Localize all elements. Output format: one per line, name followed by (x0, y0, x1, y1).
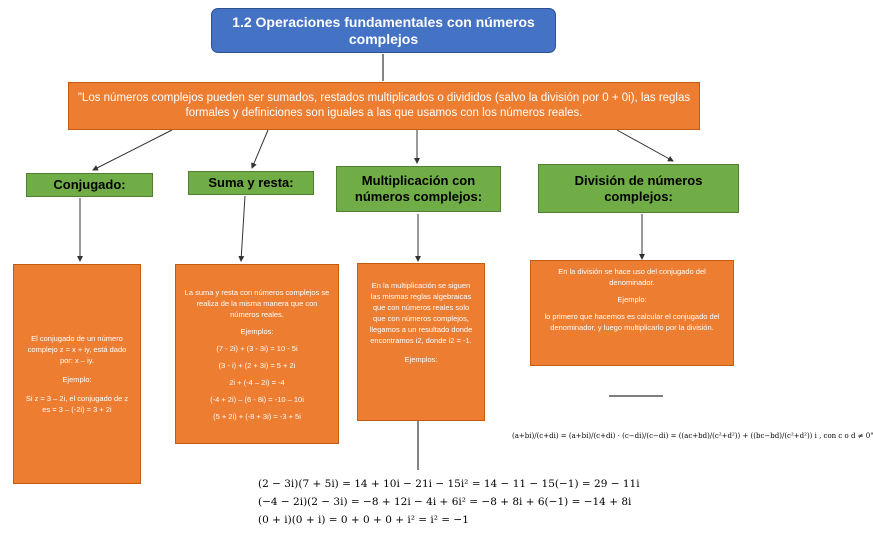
multiplication-example: (−4 − 2i)(2 − 3i) = −8 + 12i − 4i + 6i² = −8 + 8i + 6(−1) = −14 + 8i (258, 496, 632, 508)
intro-text: "Los números complejos pueden ser sumados, restados multiplicados o divididos (salvo la división por 0 + 0i), las reglas formales y definiciones son iguales a las que usamos con los números reales. (77, 92, 691, 119)
arrow-intro-conjugado (93, 130, 172, 170)
detail-conjugado (13, 264, 141, 484)
multiplication-example: (2 − 3i)(7 + 5i) = 14 + 10i − 21i − 15i² = 14 − 11 − 15(−1) = 29 − 11i (258, 478, 640, 490)
detail-line: Si z = 3 – 2i, el conjugado de z es = 3 – (-2i) = 3 + 2i (25, 394, 129, 414)
arrow-intro-suma (252, 130, 268, 168)
detail-line: En la multiplicación se siguen las mismas reglas algebraicas que con números reales solo que con números complejos, llegamos a un resultado donde encontramos i2, donde i2 = -1. (369, 281, 473, 345)
arrow-suma-detail (241, 196, 245, 261)
title-box (211, 8, 556, 53)
detail-line: (7 - 2i) + (3 - 3i) = 10 - 5i (216, 343, 298, 353)
heading-division: División de números complejos: (538, 164, 739, 213)
detail-line: (-4 + 2i) – (6 - 8i) = -10 – 10i (210, 394, 304, 404)
detail-line: Ejemplos: (240, 326, 274, 336)
detail-line: El conjugado de un número complejo z = x + iy, está dado por: x – iy. (27, 334, 127, 365)
detail-line: La suma y resta con números complejos se realiza de la misma manera que con números reales. (184, 287, 330, 319)
detail-suma-resta (175, 264, 339, 444)
detail-division (530, 260, 734, 366)
heading-suma-resta: Suma y resta: (188, 171, 314, 195)
detail-line: En la división se hace uso del conjugado del denominador. (558, 267, 706, 287)
detail-line: (5 + 2i) + (-8 + 3i) = -3 + 5i (213, 411, 301, 421)
detail-line: Ejemplo: (617, 295, 647, 304)
detail-line: 2i + (-4 – 2i) = -4 (229, 377, 285, 387)
arrow-intro-division (617, 130, 673, 161)
intro-box (68, 82, 700, 130)
heading-multiplicacion: Multiplicación con números complejos: (336, 166, 501, 212)
division-formula: (a+bi)/(c+di) = (a+bi)/(c+di) · (c−di)/(c−di) = ((ac+bd)/(c²+d²)) + ((bc−bd)/(c²+d²)) i , con c o d ≠ 0" (512, 432, 873, 440)
detail-line: Ejemplo: (62, 375, 92, 384)
title-text: 1.2 Operaciones fundamentales con números complejos (232, 13, 535, 47)
detail-line: (3 - i) + (2 + 3i) = 5 + 2i (218, 360, 296, 370)
heading-conjugado: Conjugado: (26, 173, 153, 197)
multiplication-example: (0 + i)(0 + i) = 0 + 0 + 0 + i² = i² = −1 (258, 514, 469, 526)
detail-line: Ejemplos: (404, 355, 438, 364)
detail-line: lo primero que hacemos es calcular el conjugado del denominador, y luego multiplicarlo por la división. (544, 312, 720, 332)
detail-multiplicacion (357, 263, 485, 421)
